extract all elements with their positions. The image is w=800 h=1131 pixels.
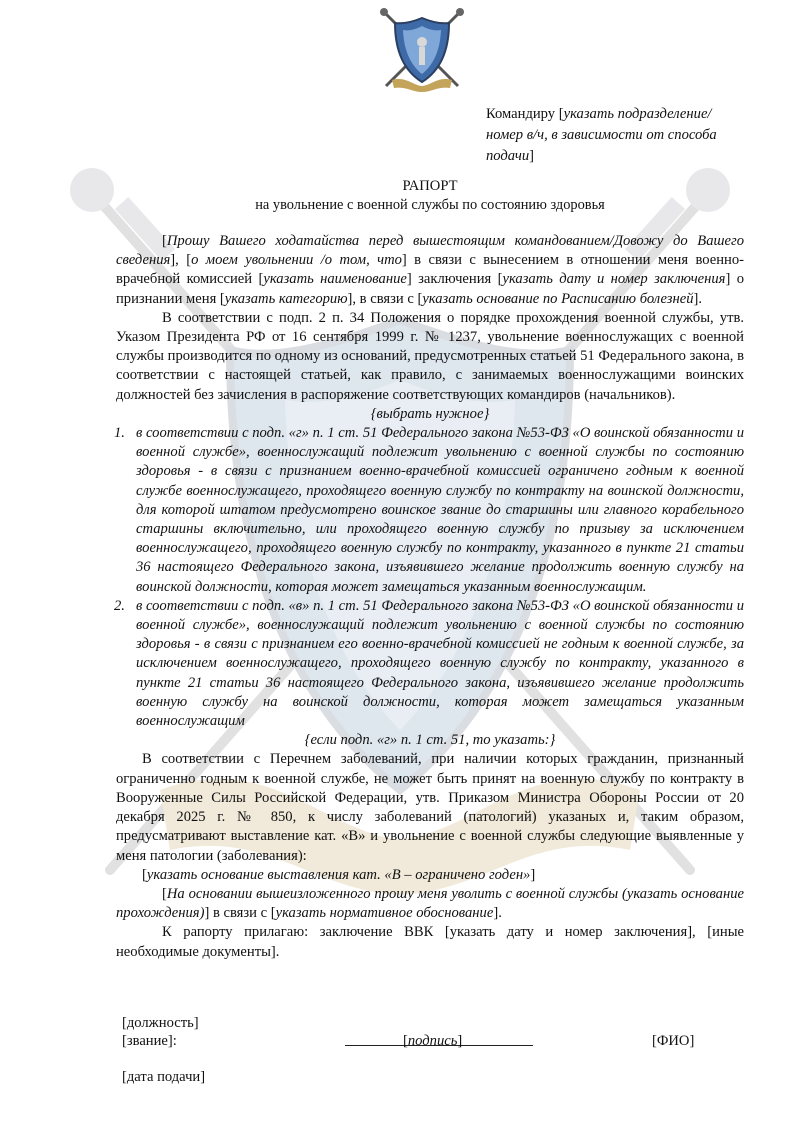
if-note: {если подп. «г» п. 1 ст. 51, то указать:} (304, 732, 556, 749)
placeholder: Прошу Вашего ходатайства перед вышестоящим командованием/Довожу до Вашего сведения (116, 233, 744, 269)
list-item: 1. в соответствии с подп. «г» п. 1 ст. 51 Федерального закона №53-ФЗ «О воинской обязанности и военной службе», военнослужащий подлежит увольнению с военной службы по состоянию здоровья - в связи с признанием военно-врачебной комиссией ограничено годным к военной службе военнослужащего, проходящего военную службу по контракту на воинской должности, для которой штатом предусмотрено воинское звание до старшины или главного корабельного старшины включительно, или проходящего военную службу по призыву за исключением военнослужащего, проходящего военную службу по контракту, указанного в пункте 21 статьи 36 настоящего Федерального закона, изъявившего желание продолжить военную службу на воинской должности, которая может замещаться указанным военнослужащим. (114, 425, 744, 595)
addressee-placeholder: указать подразделение/номер в/ч, в зависимости от способа подачи (486, 106, 717, 164)
document-title: РАПОРТ (402, 178, 458, 194)
placeholder: указать наименование (263, 271, 407, 288)
attachments-paragraph: К рапорту прилагаю: заключение ВВК [указать дату и номер заключения], [иные необходимые документы]. (116, 924, 744, 960)
addressee (486, 104, 736, 167)
request-paragraph: [Прошу Вашего ходатайства перед вышестоящим командованием/Довожу до Вашего сведения], [о моем увольнении /о том, что] в связи с вынесением в отношении меня военно-врачебной комиссией [указать наименование] заключения [указать дату и номер заключения] о признании меня [указать категорию], в связи с [указать основание по Расписанию болезней]. (116, 233, 745, 307)
legal-basis-paragraph: В соответствии с подп. 2 п. 34 Положения о порядке прохождения военной службы, утв. Указом Президента РФ от 16 сентября 1999 г. № 1237, увольнение военнослужащих с военной службы производится по одному из оснований, предусмотренных статьей 51 Федерального закона, в соответствии с настоящей статьей, как правило, с занимаемых военнослужащими воинских должностей без зачисления в распоряжение соответствующих командиров (начальников). (116, 309, 744, 403)
list-item: 2. в соответствии с подп. «в» п. 1 ст. 51 Федерального закона №53-ФЗ «О воинской обязанности и военной службе», военнослужащий подлежит увольнению с военной службы по состоянию здоровья - в связи с признанием его военно-врачебной комиссией не годным к военной службе, за исключением военнослужащего, проходящего военную службу по контракту, указанного в пункте 21 статьи 36 настоящего Федерального закона, изъявившего желание продолжить военную службу на воинской должности, которая может замещаться указанным военнослужащим (114, 597, 744, 730)
signature-date: [дата подачи] (122, 1069, 206, 1085)
document-subtitle: на увольнение с военной службы по состоянию здоровья (255, 197, 605, 213)
signature-rank: [звание]: (122, 1033, 177, 1049)
category-basis-placeholder: [указать основание выставления кат. «В – ограничено годен»] (142, 866, 536, 883)
shield-emblem-icon (378, 6, 466, 92)
signature-placeholder: [подпись] (403, 1033, 463, 1049)
placeholder: указать категорию (224, 290, 348, 307)
addressee-suffix: ] (529, 148, 535, 164)
placeholder: указать дату и номер заключения (502, 271, 726, 288)
dismissal-request-paragraph: [На основании вышеизложенного прошу меня уволить с военной службы (указать основание прохождения)] в связи с [указать нормативное обоснование]. (116, 885, 744, 922)
document-body (116, 232, 744, 962)
diseases-paragraph: В соответствии с Перечнем заболеваний, при наличии которых гражданин, признанный ограниченно годным к военной службе, не может быть принят на военную службу по контракту в Вооруженные Силы Российской Федерации, утв. Приказом Министра Обороны России от 20 декабря 2025 г. № 850, к числу заболеваний (патологий) указаных и, таким образом, предусматривают выставление кат. «В» и увольнение с военной службы следующие выявленные у меня патологии (заболевания): (116, 751, 744, 864)
signature-fio: [ФИО] (652, 1033, 695, 1049)
addressee-prefix: Командиру [ (486, 106, 564, 122)
choose-note: {выбрать нужное} (370, 405, 490, 422)
placeholder: указать основание по Расписанию болезней (422, 290, 694, 307)
options-list (116, 424, 744, 731)
placeholder: о моем увольнении /о том, что (191, 252, 402, 269)
signature-position: [должность] (122, 1015, 199, 1031)
